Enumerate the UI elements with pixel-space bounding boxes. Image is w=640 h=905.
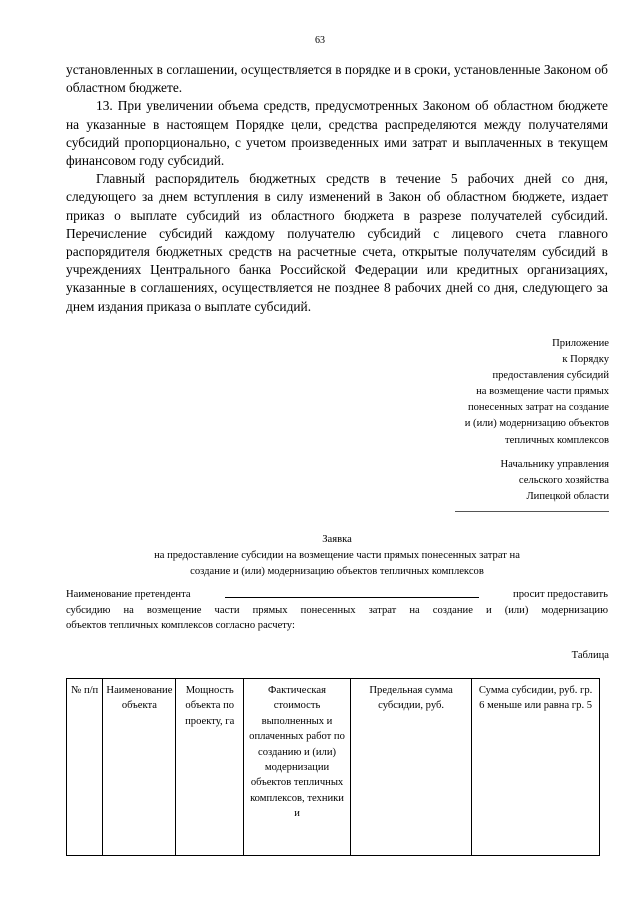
addressee-line: Начальнику управления xyxy=(500,459,609,470)
body-text xyxy=(66,61,608,316)
form-subtitle-line: на предоставление субсидии на возмещение части прямых понесенных затрат на xyxy=(154,549,520,561)
appendix-line: и (или) модернизацию объектов xyxy=(464,418,609,430)
table-header-cell: Фактическая стоимость выполненных и оплаченных работ по созданию и (или) модернизации объектов тепличных комплексов, техники и xyxy=(244,679,351,856)
paragraph: установленных в соглашении, осуществляется в порядке и в сроки, установленные Законом об областном бюджете. xyxy=(66,62,608,96)
signature-line xyxy=(455,511,609,512)
addressee-line: Липецкой области xyxy=(526,491,609,503)
table-header-cell: Наименование объекта xyxy=(103,679,176,856)
applicant-request: просит предоставить xyxy=(513,589,608,600)
appendix-line: тепличных комплексов xyxy=(505,434,609,446)
appendix-line: понесенных затрат на создание xyxy=(467,402,609,414)
appendix-line: на возмещение части прямых xyxy=(476,386,609,398)
appendix-header xyxy=(465,336,609,449)
paragraph: Главный распорядитель бюджетных средств в течение 5 рабочих дней со дня, следующего за днем вступления в силу изменений в Закон об областном бюджете, издает приказ о выплате субсидий из областного бюджета в разрезе получателей субсидий. Перечисление субсидий каждому получателю субсидий с лицевого счета главного распорядителя бюджетных средств на расчетные счета, открытые получателям субсидий в учреждениях Центрального банка Российской Федерации или кредитных организациях, указанные в соглашениях, осуществляется не позднее 8 рабочих дней со дня, следующего за днем издания приказа о выплате субсидий. xyxy=(66,171,608,314)
table-header-cell: Предельная сумма субсидии, руб. xyxy=(351,679,472,856)
table-label: Таблица xyxy=(571,650,609,661)
applicant-section xyxy=(66,587,608,634)
applicant-name-blank[interactable] xyxy=(225,587,479,598)
addressee-block xyxy=(501,457,609,505)
form-subtitle-line: создание и (или) модернизацию объектов тепличных комплексов xyxy=(190,565,484,577)
form-title-block xyxy=(66,532,608,579)
page-number: 63 xyxy=(315,35,325,46)
appendix-line: Приложение xyxy=(552,338,609,349)
table-header-cell: № п/п xyxy=(67,679,103,856)
subsidy-table xyxy=(66,678,600,856)
paragraph: 13. При увеличении объема средств, предусмотренных Законом об областном бюджете на указанные в настоящем Порядке цели, средства распределяются между получателями субсидий пропорционально, с учетом произведенных ими затрат и выплаченных в текущем финансовом году субсидий. xyxy=(66,98,608,169)
table-header-row xyxy=(67,679,600,856)
table-header-cell: Сумма субсидии, руб. гр. 6 меньше или равна гр. 5 xyxy=(472,679,600,856)
appendix-line: к Порядку xyxy=(562,354,609,366)
applicant-line xyxy=(66,587,608,603)
appendix-line: предоставления субсидий xyxy=(492,370,609,382)
applicant-text-line: объектов тепличных комплексов согласно расчету: xyxy=(66,620,295,632)
applicant-label: Наименование претендента xyxy=(66,589,191,600)
table-header-cell: Мощность объекта по проекту, га xyxy=(176,679,244,856)
form-title: Заявка xyxy=(322,534,352,545)
applicant-text-line: субсидию на возмещение части прямых понесенных затрат на создание и (или) модернизацию xyxy=(66,604,608,616)
addressee-line: сельского хозяйства xyxy=(518,475,609,487)
